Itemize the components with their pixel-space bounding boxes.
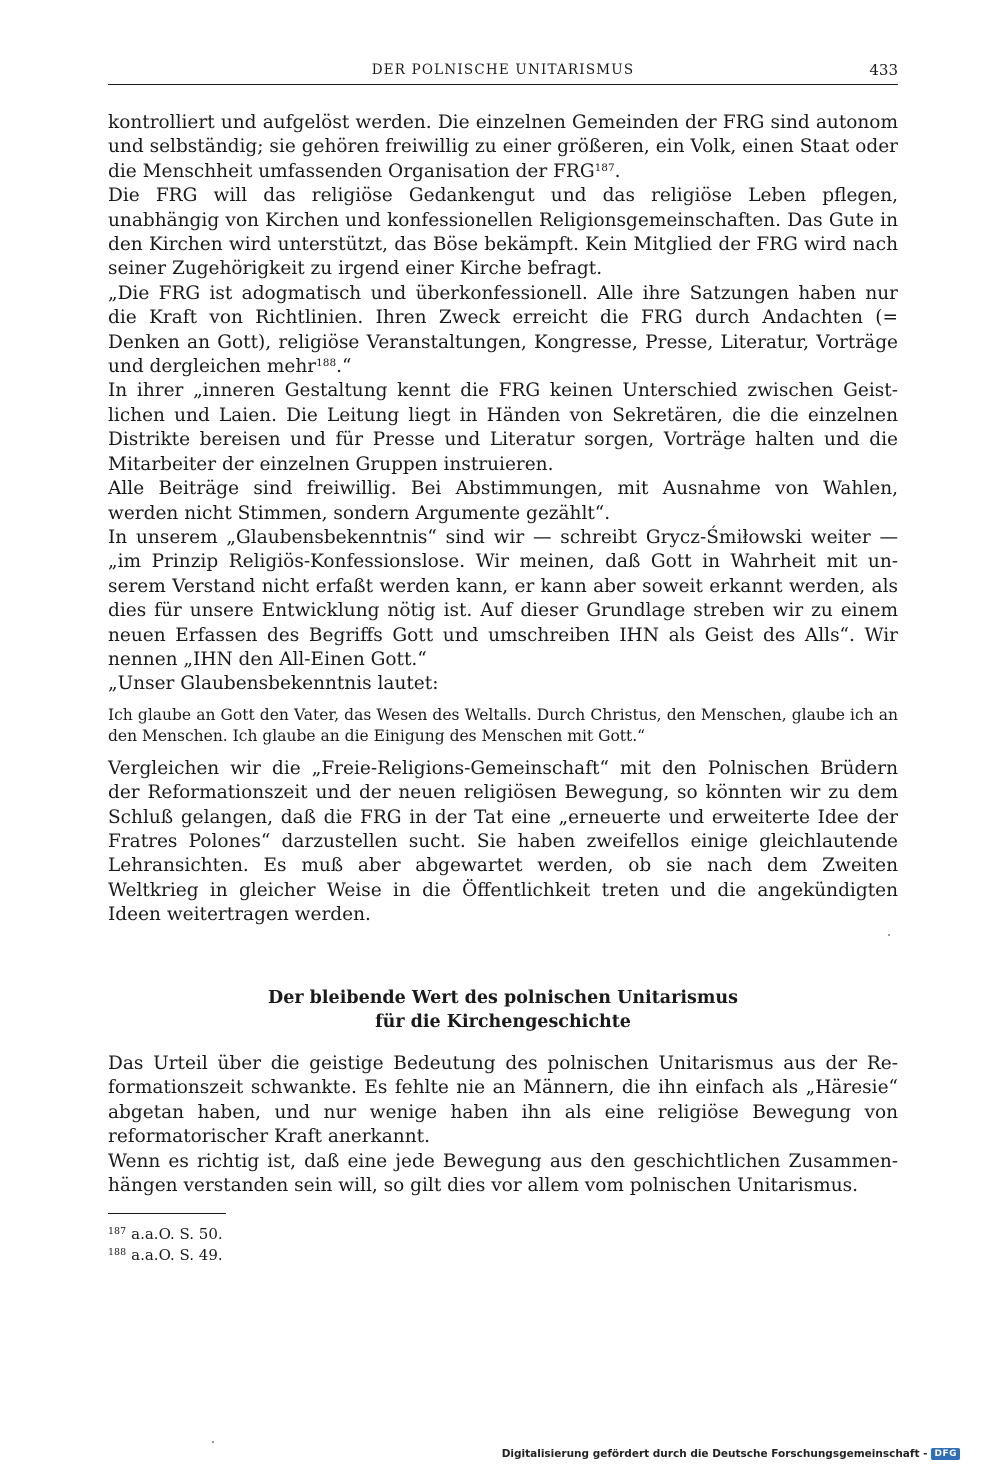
paragraph: Die FRG will das religiöse Gedankengut und das religiöse Leben pflegen, unabhängig von Kirchen und konfessionellen Religionsgemeinschaften. Das Gute in den Kirchen wird unterstützt, das Böse bekämpft. Kein Mitglied der FRG wird nach seiner Zugehörigkeit zu irgend einer Kirche befragt. <box>108 185 898 280</box>
creed-quote: Ich glaube an Gott den Vater, das Wesen des Weltalls. Durch Christus, den Menschen, glaube ich an den Menschen. Ich glaube an die Einigung des Menschen mit Gott.“ <box>108 705 898 745</box>
section-heading-line: für die Kirchengeschichte <box>375 1012 631 1032</box>
digitization-credit <box>502 1448 960 1460</box>
scan-speck <box>888 934 890 936</box>
dfg-logo: DFG <box>931 1448 960 1460</box>
scan-speck <box>212 1441 214 1443</box>
section-heading-line: Der bleibende Wert des polnischen Unitarismus <box>268 988 738 1008</box>
digitization-text: Digitalisierung gefördert durch die Deutsche Forschungsgemeinschaft - <box>501 1448 928 1460</box>
footnote-ref-187[interactable]: 187 <box>594 161 615 174</box>
paragraph: Vergleichen wir die „Freie-Religions-Gemeinschaft“ mit den Polnischen Brüdern der Reformationszeit und der neuen religiösen Bewegung, so könnten wir zu dem Schluß gelangen, daß die FRG in der Tat eine „erneuerte und erweiterte Idee der Fratres Polones“ darzustellen sucht. Sie haben zweifellos einige gleichlautende Lehransichten. Es muß aber abgewartet werden, ob sie nach dem Zweiten Weltkrieg in gleicher Weise in die Öffentlichkeit treten und die angekündigten Ideen weitertragen werden. <box>108 757 898 926</box>
paragraph: Alle Beiträge sind freiwillig. Bei Abstimmungen, mit Ausnahme von Wahlen, werden nicht Stimmen, sondern Argumente gezählt“. <box>108 478 898 524</box>
footnote-divider <box>108 1213 226 1214</box>
footnote-187: $^{187}$ a.a.O. S. 50. <box>108 1225 223 1243</box>
main-text <box>108 111 898 928</box>
paragraph: „Die FRG ist adogmatisch und überkonfessionell. Alle ihre Satzungen haben nur die Kraft von Richtlinien. Ihren Zweck erreicht die FRG durch Andachten (= Denken an Gott), religiöse Veranstaltungen, Kongresse, Presse, Literatur, Vorträge und dergleichen mehr$^{188}$.“ <box>108 282 898 378</box>
section-heading <box>108 986 898 1034</box>
footnotes <box>108 1224 223 1266</box>
paragraph: kontrolliert und aufgelöst werden. Die einzelnen Gemeinden der FRG sind autonom und selbständig; sie gehören freiwillig zu einer größeren, ein Volk, einen Staat oder die Menschheit umfassenden Organisation der FRG$^{187}$. <box>108 112 898 182</box>
section-text <box>108 1052 898 1198</box>
footnote-188: $^{188}$ a.a.O. S. 49. <box>108 1246 223 1264</box>
paragraph: Das Urteil über die geistige Bedeutung des polnischen Unitarismus aus der Reformationszeit schwankte. Es fehlte nie an Männern, die ihn einfach als „Häresie“ abgetan haben, und nur wenige haben ihn als eine religiöse Bewegung von reformatorischer Kraft anerkannt. <box>108 1053 898 1148</box>
paragraph: In ihrer „inneren Gestaltung kennt die FRG keinen Unterschied zwischen Geistlichen und Laien. Die Leitung liegt in Händen von Sekretären, die die einzelnen Distrikte bereisen und für Presse und Literatur sorgen, Vorträge halten und die Mitarbeiter der einzelnen Gruppen instruieren. <box>108 380 898 475</box>
paragraph: In unserem „Glaubensbekenntnis“ sind wir — schreibt Grycz-Śmiłowski weiter — „im Prinzip Religiös-Konfessionslose. Wir meinen, daß Gott in Wahrheit mit unserem Verstand nicht erfaßt werden kann, er kann aber soweit erkannt werden, als dies für unsere Entwicklung nötig ist. Auf dieser Grundlage streben wir zu einem neuen Erfassen des Begriffs Gott und umschreiben IHN als Geist des Alls“. Wir nennen „IHN den All-Einen Gott.“ <box>108 526 898 670</box>
footnote-ref-188[interactable]: 188 <box>316 357 337 370</box>
paragraph: Wenn es richtig ist, daß eine jede Bewegung aus den geschichtlichen Zusammenhängen verstanden sein will, so gilt dies vor allem vom polnischen Unitarismus. <box>108 1150 898 1197</box>
running-head <box>108 62 898 85</box>
running-title: DER POLNISCHE UNITARISMUS <box>371 62 635 78</box>
page-number: 433 <box>869 61 898 79</box>
paragraph: „Unser Glaubensbekenntnis lautet: <box>108 673 439 695</box>
